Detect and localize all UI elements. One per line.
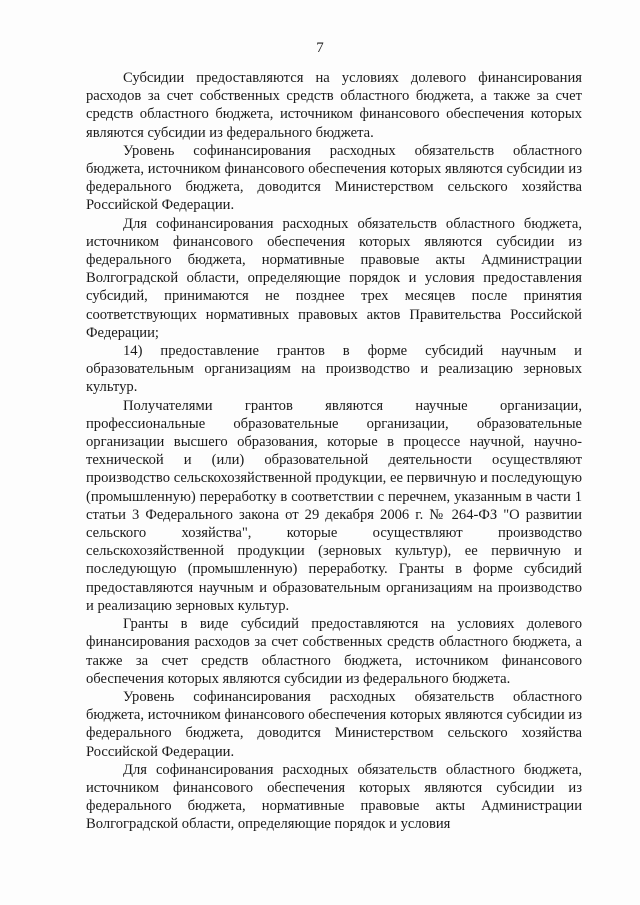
paragraph-grant-cofinancing-level: Уровень софинансирования расходных обязательств областного бюджета, источником финансового обеспечения которых являются субсидии из федерального бюджета, доводится Министерством сельского хозяйства Российской Федерации. xyxy=(86,688,582,760)
page-number: 7 xyxy=(316,40,324,56)
paragraph-grant-recipients: Получателями грантов являются научные организации, профессиональные образовательные организации, образовательные организации высшего образования, которые в процессе научной, научно-технической и (или) образовательной деятельности осуществляют производство сельскохозяйственной продукции, ее первичную и последующую (промышленную) переработку в соответствии с перечнем, указанным в части 1 статьи 3 Федерального закона от 29 декабря 2006 г. № 264-ФЗ "О развитии сельского хозяйства", которые осуществляют производство сельскохозяйственной продукции (зерновых культур), ее первичную и последующую (промышленную) переработку. Гранты в форме субсидий предоставляются научным и образовательным организациям на производство и реализацию зерновых культур. xyxy=(86,397,582,614)
paragraph-cofinancing-acts: Для софинансирования расходных обязательств областного бюджета, источником финансового обеспечения которых являются субсидии из федерального бюджета, нормативные правовые акты Администрации Волгоградской области, определяющие порядок и условия предоставления субсидий, принимаются не позднее трех месяцев после принятия соответствующих нормативных правовых актов Правительства Российской Федерации; xyxy=(86,215,582,341)
paragraph-cofinancing-level: Уровень софинансирования расходных обязательств областного бюджета, источником финансового обеспечения которых являются субсидии из федерального бюджета, доводится Министерством сельского хозяйства Российской Федерации. xyxy=(86,142,582,214)
paragraph-item-14: 14) предоставление грантов в форме субсидий научным и образовательным организациям на производство и реализацию зерновых культур. xyxy=(86,343,582,396)
paragraph-grant-cofinancing-acts: Для софинансирования расходных обязательств областного бюджета, источником финансового обеспечения которых являются субсидии из федерального бюджета, нормативные правовые акты Администрации Волгоградской области, определяющие порядок и условия xyxy=(86,761,582,833)
paragraph-subsidy-conditions: Субсидии предоставляются на условиях долевого финансирования расходов за счет собственных средств областного бюджета, а также за счет средств областного бюджета, источником финансового обеспечения которых являются субсидии из федерального бюджета. xyxy=(86,70,582,141)
document-body xyxy=(86,69,582,834)
paragraph-grant-conditions: Гранты в виде субсидий предоставляются на условиях долевого финансирования расходов за счет собственных средств областного бюджета, а также за счет средств областного бюджета, источником финансового обеспечения которых являются субсидии из федерального бюджета. xyxy=(86,616,582,687)
